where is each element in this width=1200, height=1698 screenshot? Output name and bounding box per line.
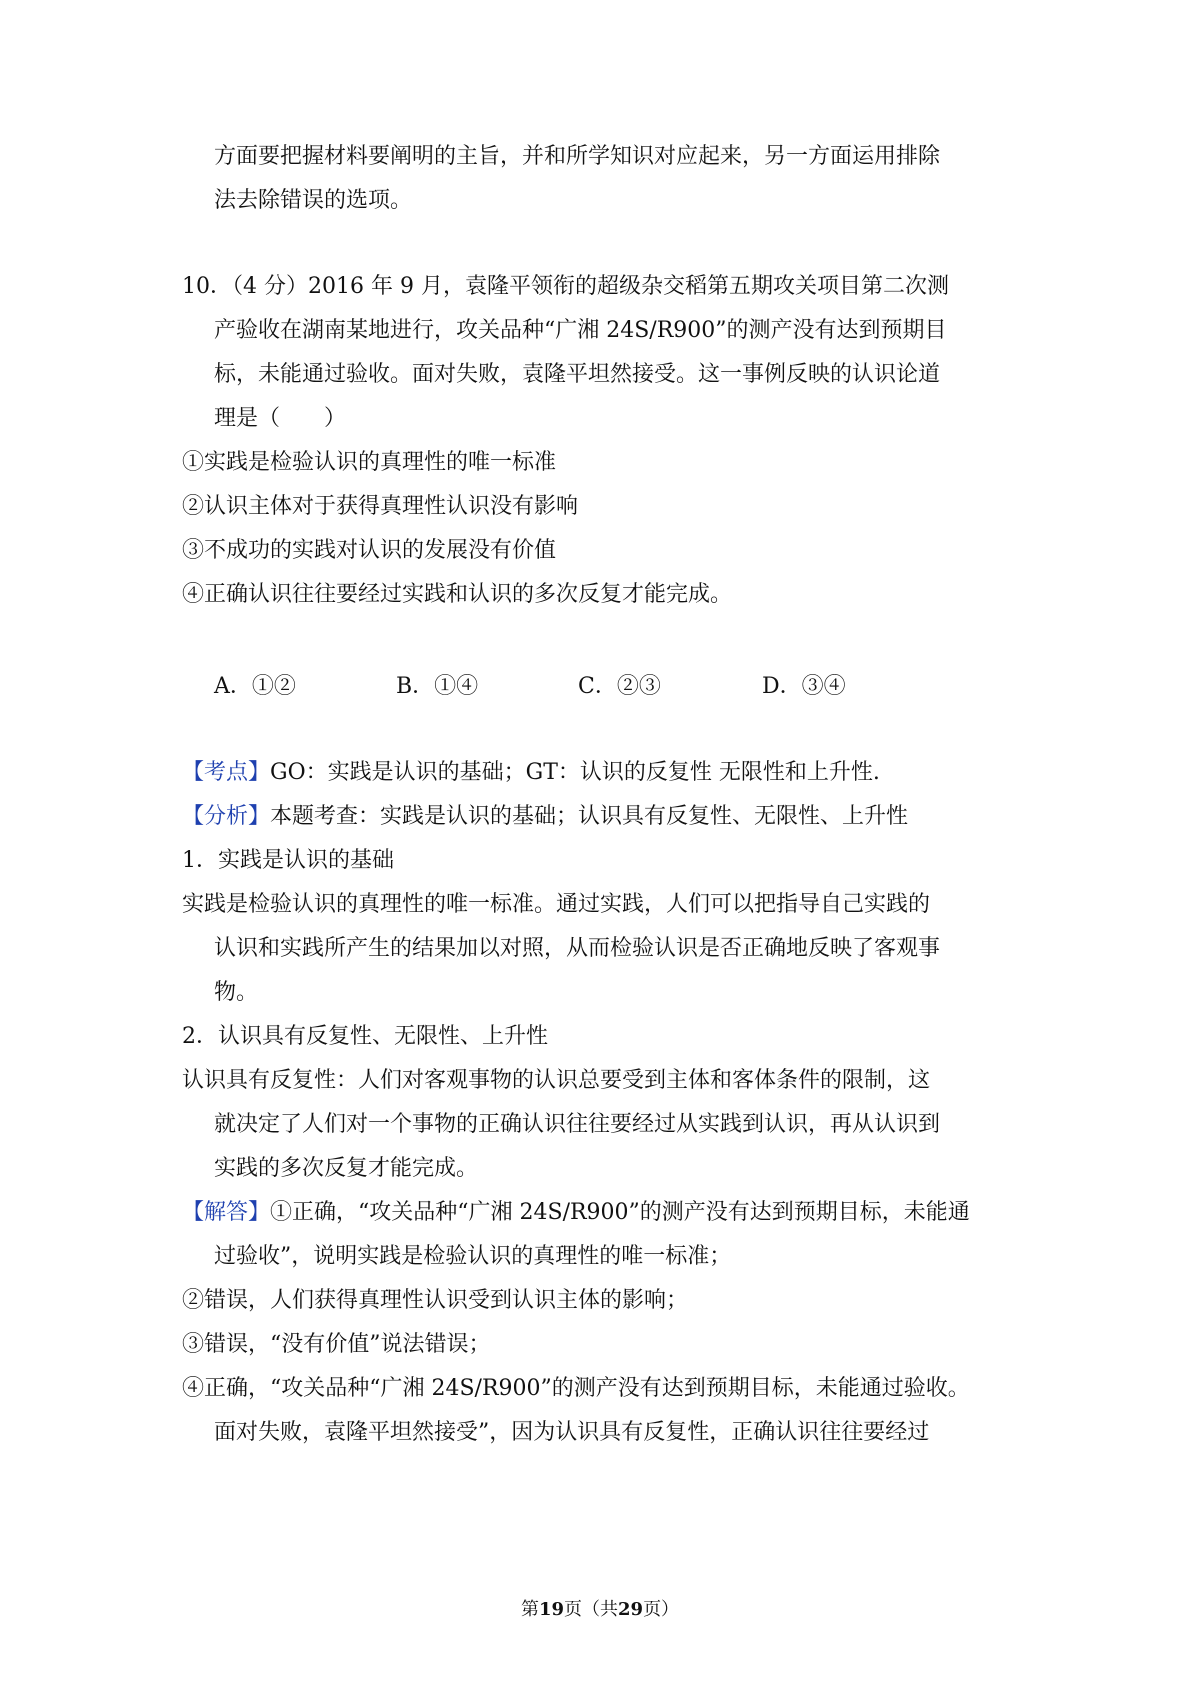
page-footer: 第19页（共29页） bbox=[520, 1599, 680, 1620]
question-stem-line-2: 产验收在湖南某地进行，攻关品种“广湘 24S/R900”的测产没有达到预期目 bbox=[214, 318, 947, 343]
point1-line-3: 物。 bbox=[214, 980, 259, 1005]
point2-line-1: 认识具有反复性：人们对客观事物的认识总要受到主体和客体条件的限制，这 bbox=[182, 1068, 931, 1093]
jieda-text-1: ①正确，“攻关品种“广湘 24S/R900”的测产没有达到预期目标，未能通 bbox=[270, 1200, 970, 1225]
fenxi-text: 本题考查：实践是认识的基础；认识具有反复性、无限性、上升性 bbox=[270, 804, 909, 829]
jieda-line-2: 过验收”，说明实践是检验认识的真理性的唯一标准； bbox=[214, 1244, 732, 1269]
jieda-line-6: 面对失败，袁隆平坦然接受”，因为认识具有反复性，正确认识往往要经过 bbox=[214, 1420, 930, 1445]
question-number: 10． bbox=[182, 274, 232, 299]
statement-1: ①实践是检验认识的真理性的唯一标准 bbox=[182, 450, 557, 475]
point2-line-2: 就决定了人们对一个事物的正确认识往往要经过从实践到认识，再从认识到 bbox=[214, 1112, 941, 1137]
kaodian-line bbox=[182, 758, 880, 788]
question-stem-line-3: 标，未能通过验收。面对失败，袁隆平坦然接受。这一事例反映的认识论道 bbox=[214, 362, 941, 387]
fenxi-line bbox=[182, 802, 908, 832]
jieda-line-3: ②错误，人们获得真理性认识受到认识主体的影响； bbox=[182, 1288, 689, 1313]
jieda-line-5: ④正确，“攻关品种“广湘 24S/R900”的测产没有达到预期目标，未能通过验收。 bbox=[182, 1376, 970, 1401]
point1-line-2: 认识和实践所产生的结果加以对照，从而检验认识是否正确地反映了客观事 bbox=[214, 936, 941, 961]
jieda-line-1 bbox=[182, 1198, 970, 1228]
question-stem-text: （4 分）2016 年 9 月，袁隆平领衔的超级杂交稻第五期攻关项目第二次测 bbox=[232, 274, 949, 299]
point1-title: 1．实践是认识的基础 bbox=[182, 848, 394, 873]
question-stem-line-4: 理是（ ） bbox=[214, 406, 347, 431]
statement-3: ③不成功的实践对认识的发展没有价值 bbox=[182, 538, 557, 563]
kaodian-text: GO：实践是认识的基础；GT：认识的反复性 无限性和上升性. bbox=[270, 760, 880, 785]
question-stem-line-1 bbox=[182, 272, 949, 302]
point1-line-1: 实践是检验认识的真理性的唯一标准。通过实践，人们可以把指导自己实践的 bbox=[182, 892, 931, 917]
answer-options bbox=[214, 672, 974, 702]
option-d: D．③④ bbox=[762, 674, 846, 699]
page-total: 29 bbox=[618, 1599, 644, 1620]
point2-line-3: 实践的多次反复才能完成。 bbox=[214, 1156, 479, 1181]
page-number: 19 bbox=[538, 1599, 564, 1620]
context-line-2: 法去除错误的选项。 bbox=[214, 188, 413, 213]
fenxi-tag: 【分析】 bbox=[182, 804, 271, 829]
context-line-1: 方面要把握材料要阐明的主旨，并和所学知识对应起来，另一方面运用排除 bbox=[214, 144, 941, 169]
option-c: C．②③ bbox=[578, 674, 661, 699]
point2-title: 2．认识具有反复性、无限性、上升性 bbox=[182, 1024, 548, 1049]
jieda-line-4: ③错误，“没有价值”说法错误； bbox=[182, 1332, 491, 1357]
option-b: B．①④ bbox=[396, 674, 479, 699]
kaodian-tag: 【考点】 bbox=[182, 760, 271, 785]
statement-2: ②认识主体对于获得真理性认识没有影响 bbox=[182, 494, 579, 519]
option-a: A．①② bbox=[214, 674, 296, 699]
statement-4: ④正确认识往往要经过实践和认识的多次反复才能完成。 bbox=[182, 582, 733, 607]
jieda-tag: 【解答】 bbox=[182, 1200, 271, 1225]
